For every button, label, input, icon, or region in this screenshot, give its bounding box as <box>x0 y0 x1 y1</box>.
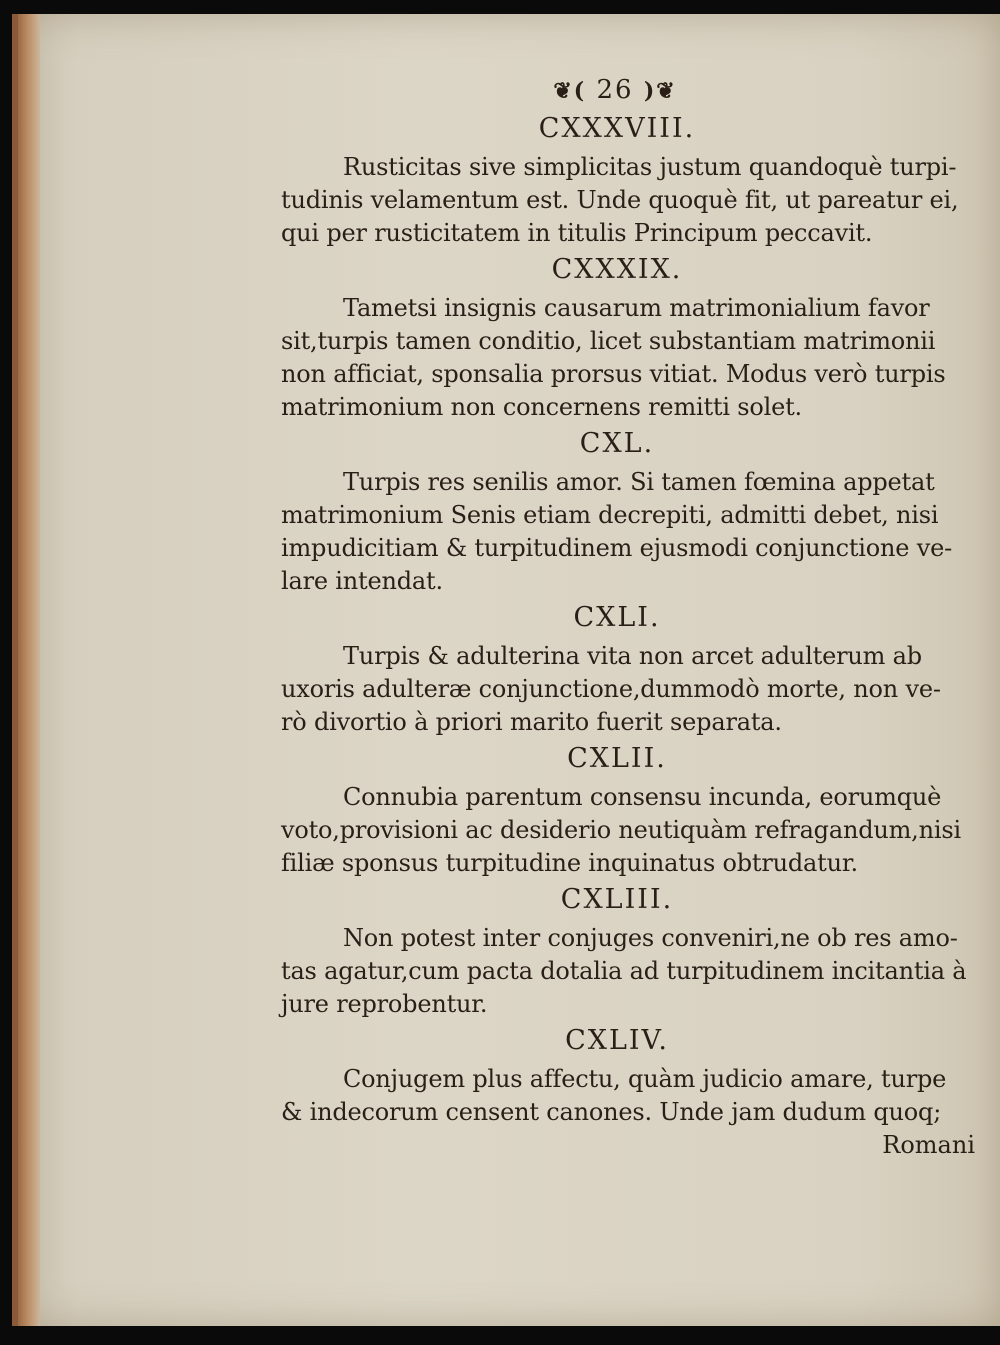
section-paragraph <box>281 922 981 1021</box>
left-ornament: ❦( <box>553 78 587 104</box>
text-line: Turpis & adulterina vita non arcet adulterum ab <box>343 642 922 670</box>
section-heading: CXXXIX. <box>551 254 683 285</box>
section-paragraph <box>281 466 981 598</box>
text-line: jure reprobentur. <box>281 990 488 1018</box>
section-paragraph <box>281 1063 981 1129</box>
section-heading: CXLIV. <box>565 1025 669 1056</box>
text-line: Non potest inter conjuges conveniri,ne ob res amo- <box>343 924 958 952</box>
section-heading: CXL. <box>579 428 655 459</box>
text-line: voto,provisioni ac desiderio neutiquàm refragandum,nisi <box>281 816 961 844</box>
catchword: Romani <box>882 1131 975 1159</box>
book-page <box>12 14 1000 1326</box>
text-line: qui per rusticitatem in titulis Principum peccavit. <box>281 219 873 247</box>
text-line: impudicitiam & turpitudinem ejusmodi conjunctione ve- <box>281 534 952 562</box>
running-head <box>249 72 981 109</box>
text-line: uxoris adulteræ conjunctione,dummodò morte, non ve- <box>281 675 941 703</box>
section-paragraph <box>281 640 981 739</box>
section-heading: CXLII. <box>567 743 667 774</box>
text-line: matrimonium non concernens remitti solet. <box>281 393 802 421</box>
text-line: Tametsi insignis causarum matrimonialium favor <box>343 294 930 322</box>
text-line: Conjugem plus affectu, quàm judicio amare, turpe <box>343 1065 947 1093</box>
text-line: tas agatur,cum pacta dotalia ad turpitudinem incitantia à <box>281 957 967 985</box>
text-line: Connubia parentum consensu incunda, eorumquè <box>343 783 942 811</box>
page-text-block <box>281 72 981 1162</box>
text-line: Rusticitas sive simplicitas justum quandoquè turpi- <box>343 153 957 181</box>
section-paragraph <box>281 781 981 880</box>
text-line: sit,turpis tamen conditio, licet substantiam matrimonii <box>281 327 936 355</box>
section-paragraph <box>281 292 981 424</box>
page-binding-edge <box>18 14 40 1326</box>
text-line: tudinis velamentum est. Unde quoquè fit, ut pareatur ei, <box>281 186 959 214</box>
section-heading: CXLIII. <box>560 884 674 915</box>
right-ornament: )❦ <box>643 78 677 104</box>
text-line: lare intendat. <box>281 567 443 595</box>
text-line: & indecorum censent canones. Unde jam dudum quoq; <box>281 1098 942 1126</box>
section-heading: CXLI. <box>573 602 661 633</box>
text-line: matrimonium Senis etiam decrepiti, admitti debet, nisi <box>281 501 939 529</box>
text-line: filiæ sponsus turpitudine inquinatus obtrudatur. <box>281 849 858 877</box>
text-line: Turpis res senilis amor. Si tamen fœmina appetat <box>343 468 935 496</box>
section-paragraph <box>281 151 981 250</box>
section-heading: CXXXVIII. <box>538 113 696 144</box>
text-line: rò divortio à priori marito fuerit separata. <box>281 708 782 736</box>
text-line: non afficiat, sponsalia prorsus vitiat. Modus verò turpis <box>281 360 946 388</box>
page-number: 26 <box>596 75 634 105</box>
